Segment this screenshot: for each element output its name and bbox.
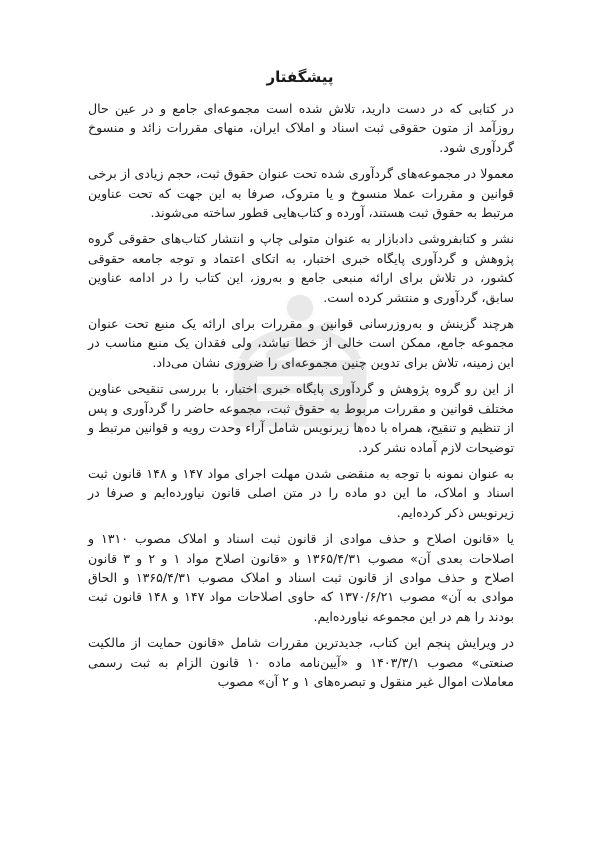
document-body [88,99,514,698]
paragraph: از این رو گروه پژوهش و گردآوری پایگاه خبری اختبار، با بررسی تنقیحی عناوین مختلف قوانین و مقررات مربوط به حقوق ثبت، مجموعه حاضر را گردآوری و پس از تنظیم و تنقیح، همراه با ده‌ها زیرنویس شامل آراء وحدت رویه و قوانین مرتبط و توضیحات لازم آماده نشر کرد. [88,381,514,455]
paragraph: معمولا در مجموعه‌های گردآوری شده تحت عنوان حقوق ثبت، حجم زیادی از برخی قوانین و مقررات عملا منسوخ و یا متروک، صرفا به این جهت که تحت عناوین مرتبط به حقوق ثبت هستند، آورده و کتاب‌هایی قطور ساخته می‌شوند. [88,166,514,221]
paragraph: نشر و کتابفروشی دادبازار به عنوان متولی چاپ و انتشار کتاب‌های حقوقی گروه پژوهش و گردآوری پایگاه خبری اختبار، به اتکای اعتماد و توجه جامعه حقوقی کشور، در تلاش برای ارائه منبعی جامع و به‌روز، این کتاب را در ادامه عناوین سابق، گردآوری و منتشر کرده است. [88,231,514,305]
paragraph: هرچند گزینش و به‌روزرسانی قوانین و مقررات برای ارائه یک منبع تحت عنوان مجموعه جامع، ممکن است خالی از خطا نباشد، ولی فقدان یک منبع مناسب در این زمینه، تلاش برای تدوین چنین مجموعه‌ای را ضروری نشان می‌داد. [88,316,514,370]
paragraph: یا «قانون اصلاح و حذف موادی از قانون ثبت اسناد و املاک مصوب ۱۳۱۰ و اصلاحات بعدی آن» مصوب ۱۳۶۵/۴/۳۱ و «قانون اصلاح مواد ۱ و ۲ و ۳ قانون اصلاح و حذف موادی از قانون ثبت اسناد و املاک مصوب ۱۳۶۵/۴/۳۱ و الحاق موادی به آن» مصوب ۱۳۷۰/۶/۲۱ که حاوی اصلاحات مواد ۱۴۷ و ۱۴۸ قانون ثبت بودند را هم در این مجموعه نیاورده‌ایم. [88,531,515,624]
paragraph: در ویرایش پنجم این کتاب، جدیدترین مقررات شامل «قانون حمایت از مالکیت صنعتی» مصوب ۱۴۰۳/۳/۱ و «آیین‌نامه ماده ۱۰ قانون الزام به ثبت رسمی معاملات اموال غیر منقول و تبصره‌های ۱ و ۲ آن» مصوب [88,635,514,689]
paragraph: در کتابی که در دست دارید، تلاش شده است مجموعه‌ای جامع و در عین حال روزآمد از متون حقوقی ثبت اسناد و املاک ایران، منهای مقررات زائد و منسوخ گردآوری شود. [88,101,514,155]
page-title: پیشگفتار [266,68,334,86]
paragraph: به عنوان نمونه با توجه به منقضی شدن مهلت اجرای مواد ۱۴۷ و ۱۴۸ قانون ثبت اسناد و املاک، ما این دو ماده را در متن اصلی قانون نیاورده‌ایم و صرفا در زیرنویس ذکر کرده‌ایم. [88,465,514,520]
